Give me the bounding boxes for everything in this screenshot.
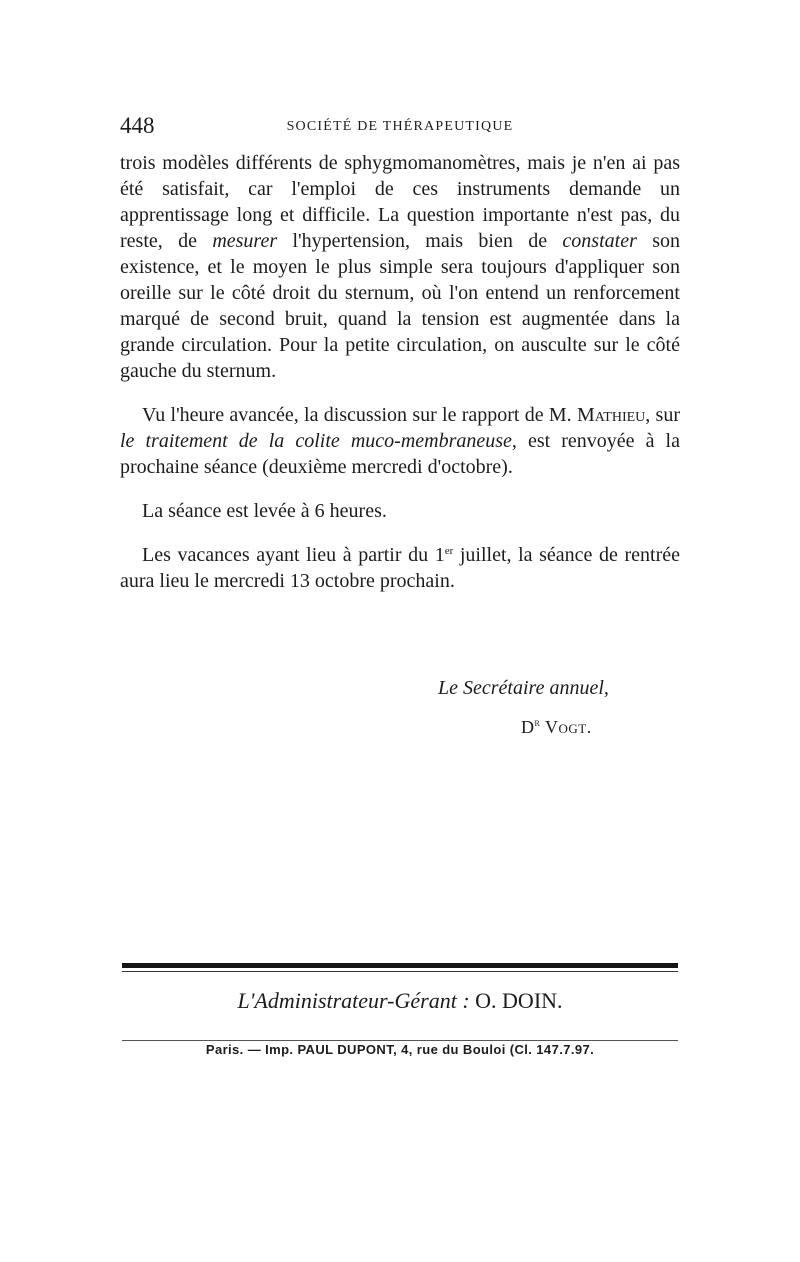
printer-imprint: Paris. — Imp. PAUL DUPONT, 4, rue du Bouloi (Cl. 147.7.97. — [205, 1042, 595, 1057]
signature-name — [521, 717, 592, 738]
paragraph-text: trois modèles différents de sphygmomanomètres, mais je n'en ai pas été satisfait, car l'emploi de ces instruments demande un apprentissage long et difficile. La question importante n'est pas, du reste, de — [120, 152, 680, 252]
paragraph-text: , sur — [645, 404, 680, 426]
paragraph-closing: La séance est levée à 6 heures. — [142, 500, 387, 522]
signature-role: Le Secrétaire annuel, — [438, 677, 609, 699]
paragraph-text: Les vacances ayant lieu à partir du 1 — [142, 544, 445, 566]
paragraph-text: l'hypertension, mais bien de — [277, 230, 563, 252]
administrator-line — [120, 988, 680, 1014]
paragraph-text: Vu l'heure avancée, la discussion sur le rapport de M. — [142, 404, 577, 426]
body-text — [120, 150, 680, 594]
paragraph-discussion — [120, 402, 680, 480]
emphasis-constater: constater — [562, 230, 637, 252]
footer-rule-thin — [122, 971, 678, 972]
administrator-name: O. DOIN. — [475, 988, 563, 1013]
footer-rule-thick — [122, 963, 678, 968]
person-name: Mathieu — [576, 404, 646, 426]
paragraph-text: , est renvoyée à la prochaine séance (deuxième mercredi d'octobre). — [120, 430, 680, 478]
paragraph-hypertension — [120, 150, 680, 384]
emphasis-mesurer: mesurer — [212, 230, 278, 252]
signature-title: D — [521, 717, 535, 737]
administrator-role: L'Administrateur-Gérant : — [237, 988, 470, 1013]
paragraph-text: juillet, la séance de rentrée aura lieu le mercredi 13 octobre prochain. — [120, 544, 680, 592]
report-title: le traitement de la colite muco-membraneuse — [120, 430, 512, 452]
printer-rule — [122, 1040, 678, 1041]
running-title: SOCIÉTÉ DE THÉRAPEUTIQUE — [286, 119, 514, 134]
ordinal-superscript: er — [444, 545, 454, 557]
signature-surname: Vogt. — [545, 717, 592, 737]
page-number: 448 — [120, 113, 155, 138]
paragraph-vacances — [120, 542, 680, 594]
signature-title-superscript: r — [534, 717, 541, 729]
paragraph-text: son existence, et le moyen le plus simple sera toujours d'appliquer son oreille sur le côté droit du sternum, où l'on entend un renforcement marqué de second bruit, quand la tension est augmentée dans la grande circulation. Pour la petite circulation, on ausculte sur le côté gauche du sternum. — [120, 230, 680, 382]
running-header — [120, 113, 680, 143]
